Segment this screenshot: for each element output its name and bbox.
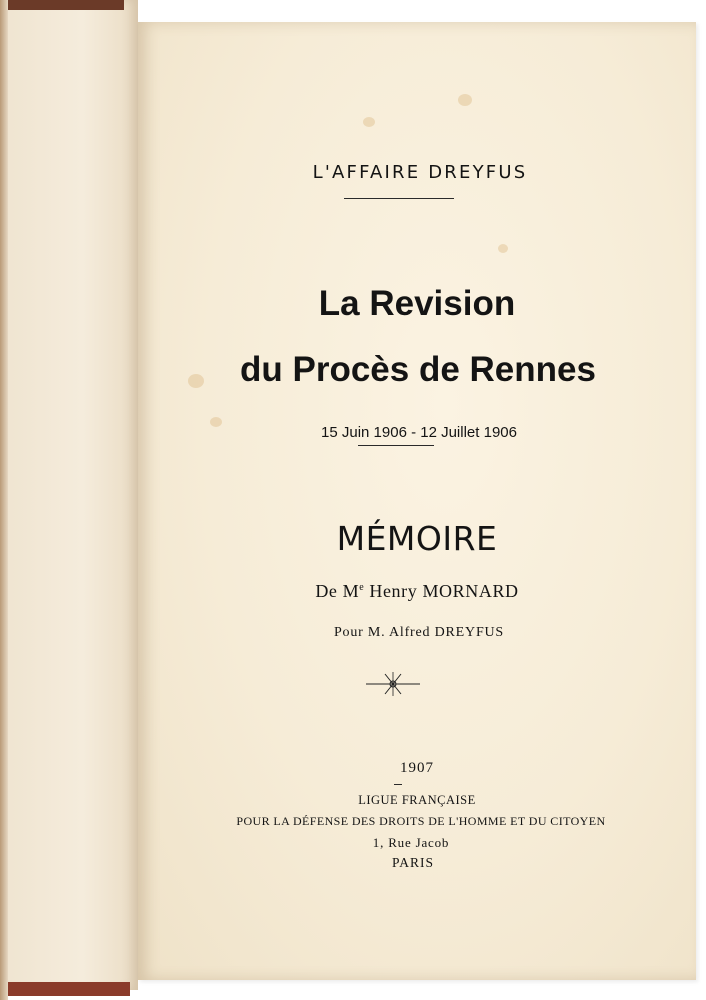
fleuron-ornament-icon (364, 670, 422, 698)
date-range: 15 Juin 1906 - 12 Juillet 1906 (321, 424, 517, 441)
author-name: Henry MORNARD (364, 581, 519, 601)
author-prefix: De M (315, 581, 360, 601)
book-title-line1: La Revision (318, 284, 516, 323)
book-title-line2: du Procès de Rennes (240, 350, 596, 389)
divider-rule (358, 445, 434, 446)
book-spine (0, 0, 8, 1000)
author-superscript: e (359, 582, 365, 593)
series-title: L'AFFAIRE DREYFUS (312, 162, 528, 183)
divider-rule (344, 198, 454, 199)
client-line: Pour M. Alfred DREYFUS (333, 625, 505, 640)
publisher-line2: POUR LA DÉFENSE DES DROITS DE L'HOMME ET DU CITOYEN (236, 814, 606, 828)
foxing-spot (363, 117, 375, 127)
publication-year: 1907 (400, 760, 434, 776)
foxing-spot (498, 244, 508, 253)
document-heading: MÉMOIRE (336, 519, 498, 558)
short-dash (394, 784, 402, 785)
cover-bottom-edge (0, 982, 130, 996)
cover-top-edge (0, 0, 124, 10)
foxing-spot (458, 94, 472, 106)
flyleaf-page (0, 0, 138, 990)
author-line (138, 581, 696, 602)
publisher-city: PARIS (391, 855, 435, 870)
title-page (138, 22, 696, 980)
publisher-line1: LIGUE FRANÇAISE (358, 793, 476, 807)
publisher-address: 1, Rue Jacob (372, 835, 450, 850)
